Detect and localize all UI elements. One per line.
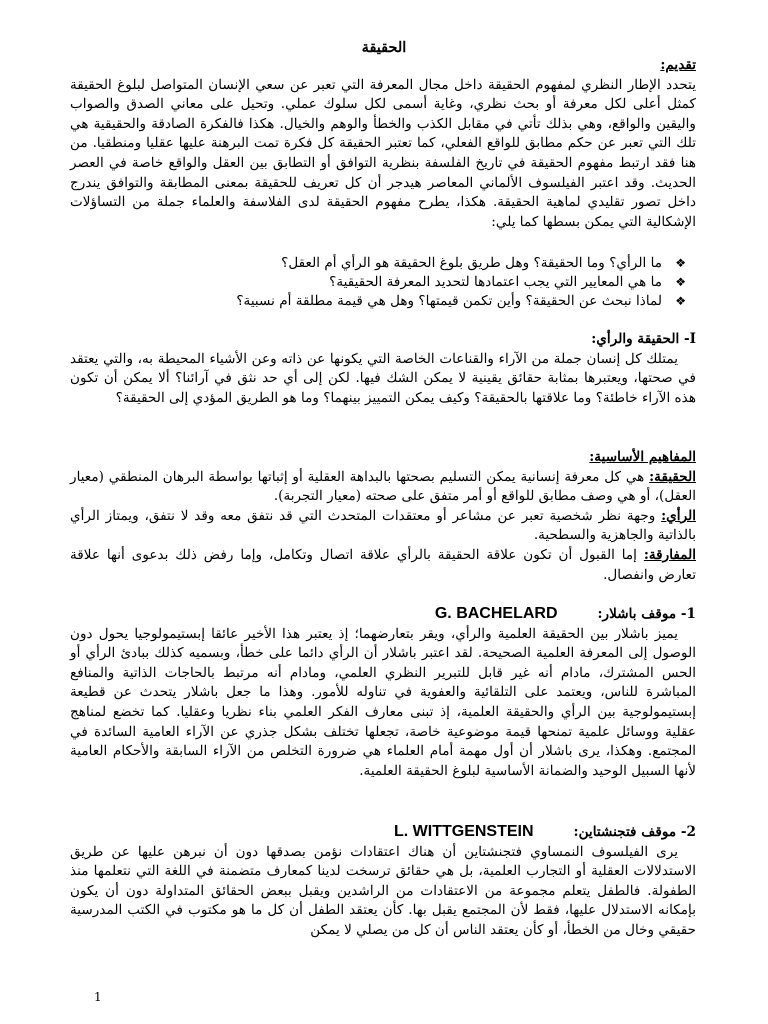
position-heading-text: 2- موقف فتجنشتاين: — [573, 824, 696, 840]
concept-term: الرأي: — [661, 507, 696, 524]
concept-paradox — [70, 546, 696, 585]
author-name: G. BACHELARD — [434, 605, 558, 622]
concepts-heading: المفاهيم الأساسية: — [589, 449, 696, 465]
list-item: ❖ ما هي المعايير التي يجب اعتمادها لتحديد المعرفة الحقيقية؟ — [329, 274, 686, 290]
concept-definition: هي كل معرفة إنسانية يمكن التسليم بصحتها بالبداهة العقلية أو إثباتها بواسطة البرهان المنطقي (معيار العقل)، أو هي وصف مطابق للواقع أو أمر متفق على صحته (معيار التجربة). — [70, 468, 696, 505]
concept-truth — [70, 468, 696, 507]
section-truth-opinion — [70, 330, 696, 408]
questions-list — [70, 254, 696, 311]
position-heading — [70, 604, 696, 625]
list-item: ❖ لماذا نبحث عن الحقيقة؟ وأين تكمن قيمتها؟ وهل هي قيمة مطلقة أم نسبية؟ — [236, 293, 686, 309]
concept-term: الحقيقة: — [649, 468, 696, 485]
position-paragraph: يرى الفيلسوف النمساوي فتجنشتاين أن هناك اعتقادات نؤمن بصدقها دون أن نبرهن عليها عن طريق الاستدلالات العقلية أو التجارب العلمية، بل هي حقائق ترسخت لدينا كمعارف متضمنة في اللغة التي نتعلمها منذ الطفولة. فالطفل يتعلم مجموعة من الاعتقادات من الراشدين ويقبل ببعض الحقائق المتداولة دون أن يكون بإمكانه الاستدلال عليها، فقط لأن المجتمع يقبل بها. كأن يعتقد الطفل أن كل ما هو مكتوب في الكتب المدرسية حقيقي وخال من الخطأ، أو كأن يعتقد الناس أن كل من يصلي لا يمكن — [70, 843, 696, 938]
position-bachelard — [70, 604, 696, 781]
author-name: L. WITTGENSTEIN — [394, 823, 534, 840]
diamond-bullet-icon: ❖ — [675, 256, 686, 270]
concept-definition: إما القبول أن تكون علاقة الحقيقة بالرأي علاقة اتصال وتكامل، وإما رفض ذلك بدعوى أنها علاقة تعارض وانفصال. — [70, 546, 696, 583]
position-wittgenstein — [70, 822, 696, 941]
intro-section — [70, 56, 696, 232]
diamond-bullet-icon: ❖ — [675, 275, 686, 289]
intro-heading: تقديم: — [660, 57, 696, 73]
section-paragraph: يمتلك كل إنسان جملة من الآراء والقناعات الخاصة التي يكونها عن ذاته وعن الأشياء المحيطة به، والتي يعتقد في صحتها، ويعتبرها بمثابة حقائق يقينية لا يمكن الشك فيها. لكن إلى أي حد نثق في آرائنا؟ ألا يمكن أن تكون هذه الآراء خاطئة؟ وما علاقتها بالحقيقة؟ وكيف يمكن التمييز بينهما؟ وما هو الطريق المؤدي إلى الحقيقة؟ — [70, 350, 696, 406]
list-item: ❖ ما الرأي؟ وما الحقيقة؟ وهل طريق بلوغ الحقيقة هو الرأي أم العقل؟ — [281, 255, 686, 271]
concept-definition: وجهة نظر شخصية تعبر عن مشاعر أو معتقدات المتحدث التي قد نتفق معه وقد لا نتفق، ويمتاز الرأي بالذاتية والجاهزية والسطحية. — [70, 507, 696, 544]
position-heading-text: 1- موقف باشلار: — [597, 606, 696, 622]
concept-opinion — [70, 507, 696, 546]
intro-paragraph: يتحدد الإطار النظري لمفهوم الحقيقة داخل مجال المعرفة التي تعبر عن سعي الإنسان المتواصل لبلوغ الحقيقة كمثل أعلى لكل معرفة أو بحث نظري، وغاية أسمى لكل سلوك عملي. وتحيل على معاني الصدق والصواب واليقين والواقع، وهي بذلك تأتي في مقابل الكذب والخطأ والوهم والخيال. هكذا فالفكرة الصادقة والحقيقية هي تلك التي تعبر عن حكم مطابق للواقع الفعلي، كما تعتبر الحقيقة كل فكرة تمت البرهنة عليها عقليا ومنطقيا. من هنا فقد ارتبط مفهوم الحقيقة في تاريخ الفلسفة بنظرية التوافق أو التطابق بين العقل والواقع خاصة في العصر الحديث. وقد اعتبر الفيلسوف الألماني المعاصر هيدجر أن كل تعريف للحقيقة بمعنى المطابقة والتوافق يندرج داخل تصور تقليدي لماهية الحقيقة. هكذا، يطرح مفهوم الحقيقة لدى الفلاسفة والعلماء جملة من التساؤلات الإشكالية التي يمكن بسطها كما يلي: — [70, 76, 696, 230]
concepts-section — [70, 448, 696, 585]
section-heading: I- الحقيقة والرأي: — [591, 331, 696, 347]
concept-term: المفارقة: — [643, 546, 696, 563]
page-number: 1 — [94, 990, 102, 1004]
position-paragraph: يميز باشلار بين الحقيقة العلمية والرأي، ويقر بتعارضهما؛ إذ يعتبر هذا الأخير عائقا إبستيمولوجيا يحول دون الوصول إلى المعرفة العلمية الصحيحة. لقد اعتبر باشلار أن الرأي دائما على خطأ، وبسميه كذلك ببادئ الرأي أو الحس المشترك، مادام أنه غير قابل للتبرير النظري العلمي، ومادام أنه مرتبط بالحاجات الذاتية والمنافع المباشرة للناس، ويعتمد على التلقائية والعفوية في تناوله للأمور. وهذا ما جعل باشلار يتحدث عن قطيعة إبستيمولوجية بين الرأي والحقيقة العلمية، إذ تبنى معارف الفكر العلمي بناء نظريا وعقليا. كما تخضع لمناهج عقلية ووسائل علمية تمنحها قيمة موضوعية خاصة، تجعلها تختلف بشكل جذري عن الآراء العامية السائدة في المجتمع. وهكذا، يرى باشلار أن أول مهمة أمام العلماء هي ضرورة التخلص من الآراء السابقة والأحكام العامية لأنها السبيل الوحيد والضمانة الأساسية لبلوغ الحقيقة العلمية. — [70, 625, 696, 779]
page-title: الحقيقة — [361, 39, 407, 56]
diamond-bullet-icon: ❖ — [675, 294, 686, 308]
position-heading — [70, 822, 696, 843]
